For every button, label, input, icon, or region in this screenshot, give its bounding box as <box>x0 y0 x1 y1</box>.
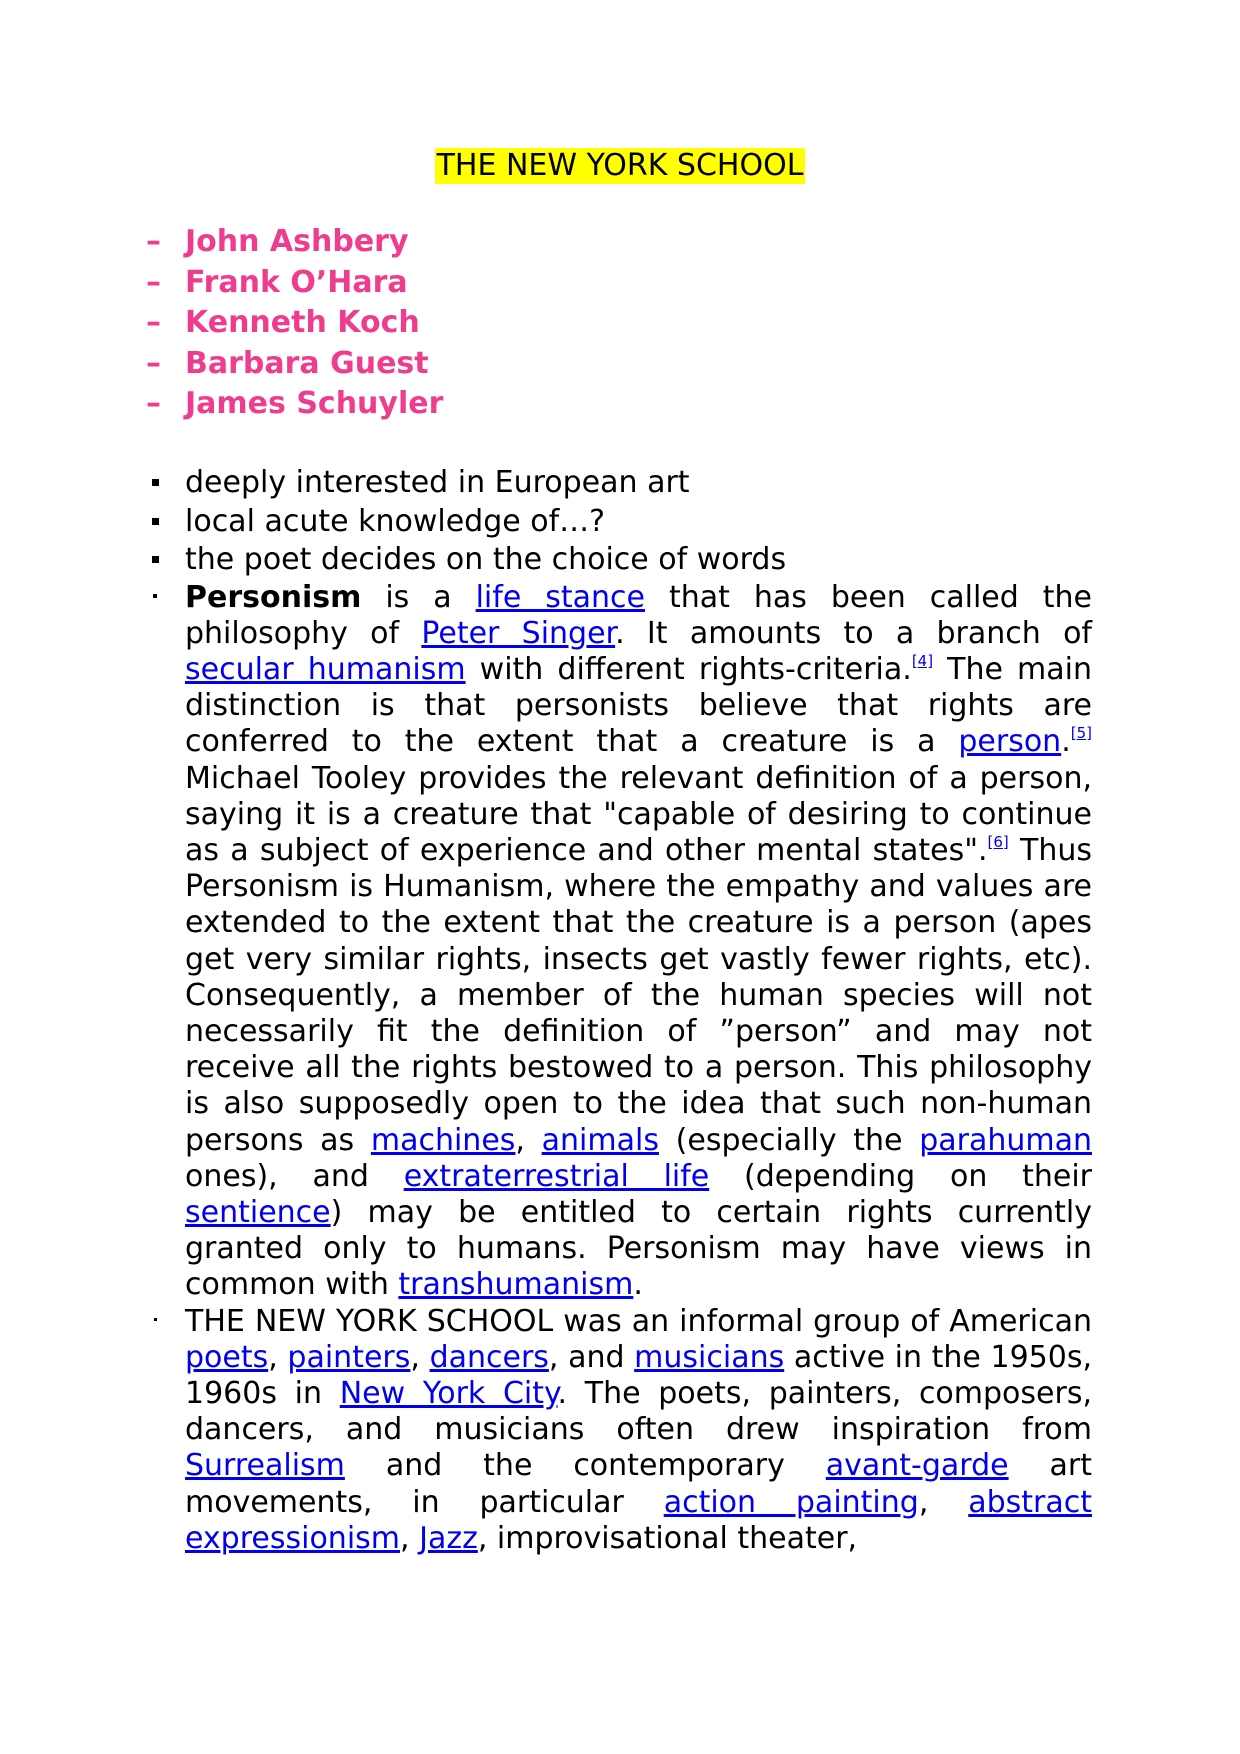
dash-marker: – <box>146 386 161 422</box>
link-dancers[interactable]: dancers <box>429 1339 549 1375</box>
bullet-list <box>144 464 1092 1557</box>
link-action-painting[interactable]: action painting <box>663 1484 919 1520</box>
link-animals[interactable]: animals <box>541 1122 659 1158</box>
poet-name: John Ashbery <box>185 224 409 259</box>
link-life-stance[interactable]: life stance <box>475 579 645 615</box>
poet-item <box>146 344 443 385</box>
square-bullet-icon <box>152 479 159 486</box>
link-abstract-expressionism[interactable]: abstract expressionism <box>185 1484 1093 1556</box>
link-parahuman[interactable]: parahuman <box>919 1122 1092 1158</box>
link-machines[interactable]: machines <box>370 1122 516 1158</box>
link-sentience[interactable]: sentience <box>185 1194 331 1230</box>
reference-5-link[interactable]: [5] <box>1070 724 1092 743</box>
poet-name: James Schuyler <box>185 386 444 422</box>
bullet-text: local acute knowledge of…? <box>185 503 606 539</box>
new-york-school-paragraph: THE NEW YORK SCHOOL was an informal group of American poets, painters, dancers, and musicians active in the 1950s, 1960s in New York City. The poets, painters, composers, dancers, and musicians often drew inspiration from Surrealism and the contemporary avant-garde art movements, in particular action painting, abstract expressionism, Jazz, improvisational theater, <box>144 1304 1092 1557</box>
poet-item <box>146 384 443 425</box>
link-jazz[interactable]: Jazz <box>419 1520 478 1556</box>
dash-marker: – <box>146 224 161 259</box>
link-person[interactable]: person <box>958 724 1062 760</box>
bullet-text: deeply interested in European art <box>185 465 690 500</box>
title-row <box>0 148 1240 184</box>
poet-item <box>146 263 443 304</box>
link-poets[interactable]: poets <box>185 1339 269 1375</box>
square-bullet-icon <box>154 1318 157 1321</box>
bullet-item <box>144 541 1092 580</box>
link-transhumanism[interactable]: transhumanism <box>398 1267 634 1303</box>
link-extraterrestrial-life[interactable]: extraterrestrial life <box>403 1158 710 1194</box>
dash-marker: – <box>146 345 161 381</box>
bullet-item <box>144 503 1092 542</box>
link-musicians[interactable]: musicians <box>634 1339 785 1375</box>
poet-name: Frank O’Hara <box>185 264 408 300</box>
link-secular-humanism[interactable]: secular humanism <box>185 651 466 687</box>
reference-6-link[interactable]: [6] <box>987 832 1009 851</box>
link-painters[interactable]: painters <box>287 1339 411 1375</box>
poet-list <box>146 222 443 425</box>
square-bullet-icon <box>153 594 157 598</box>
bullet-item <box>144 464 1092 503</box>
square-bullet-icon <box>152 556 159 563</box>
poet-name: Barbara Guest <box>185 345 429 381</box>
poet-item <box>146 222 443 263</box>
personism-paragraph: Personism is a life stance that has been called the philosophy of Peter Singer. It amounts to a branch of secular humanism with different rights-criteria.[4] The main distinction is that personists believe that rights are conferred to the extent that a creature is a person.[5] Michael Tooley provides the relevant definition of a person, saying it is a creature that "capable of desiring to continue as a subject of experience and other mental states".[6] Thus Personism is Humanism, where the empathy and values are extended to the extent that the creature is a person (apes get very similar rights, insects get vastly fewer rights, etc). Consequently, a member of the human species will not necessarily fit the definition of ”person” and may not receive all the rights bestowed to a person. This philosophy is also supposedly open to the idea that such non-human persons as machines, animals (especially the parahuman ones), and extraterrestrial life (depending on their sentience) may be entitled to certain rights currently granted only to humans. Personism may have views in common with transhumanism. <box>144 580 1092 1304</box>
reference-4-link[interactable]: [4] <box>911 651 934 670</box>
link-avant-garde[interactable]: avant-garde <box>825 1448 1009 1484</box>
dash-marker: – <box>146 305 161 341</box>
personism-term: Personism <box>185 579 362 615</box>
square-bullet-icon <box>152 518 159 525</box>
poet-item <box>146 303 443 344</box>
link-surrealism[interactable]: Surrealism <box>185 1448 345 1484</box>
bullet-text: the poet decides on the choice of words <box>185 542 787 577</box>
poet-name: Kenneth Koch <box>185 305 420 341</box>
page-title: THE NEW YORK SCHOOL <box>436 148 804 183</box>
dash-marker: – <box>146 264 161 300</box>
link-new-york-city[interactable]: New York City <box>339 1375 558 1411</box>
link-peter-singer[interactable]: Peter Singer <box>421 615 616 651</box>
